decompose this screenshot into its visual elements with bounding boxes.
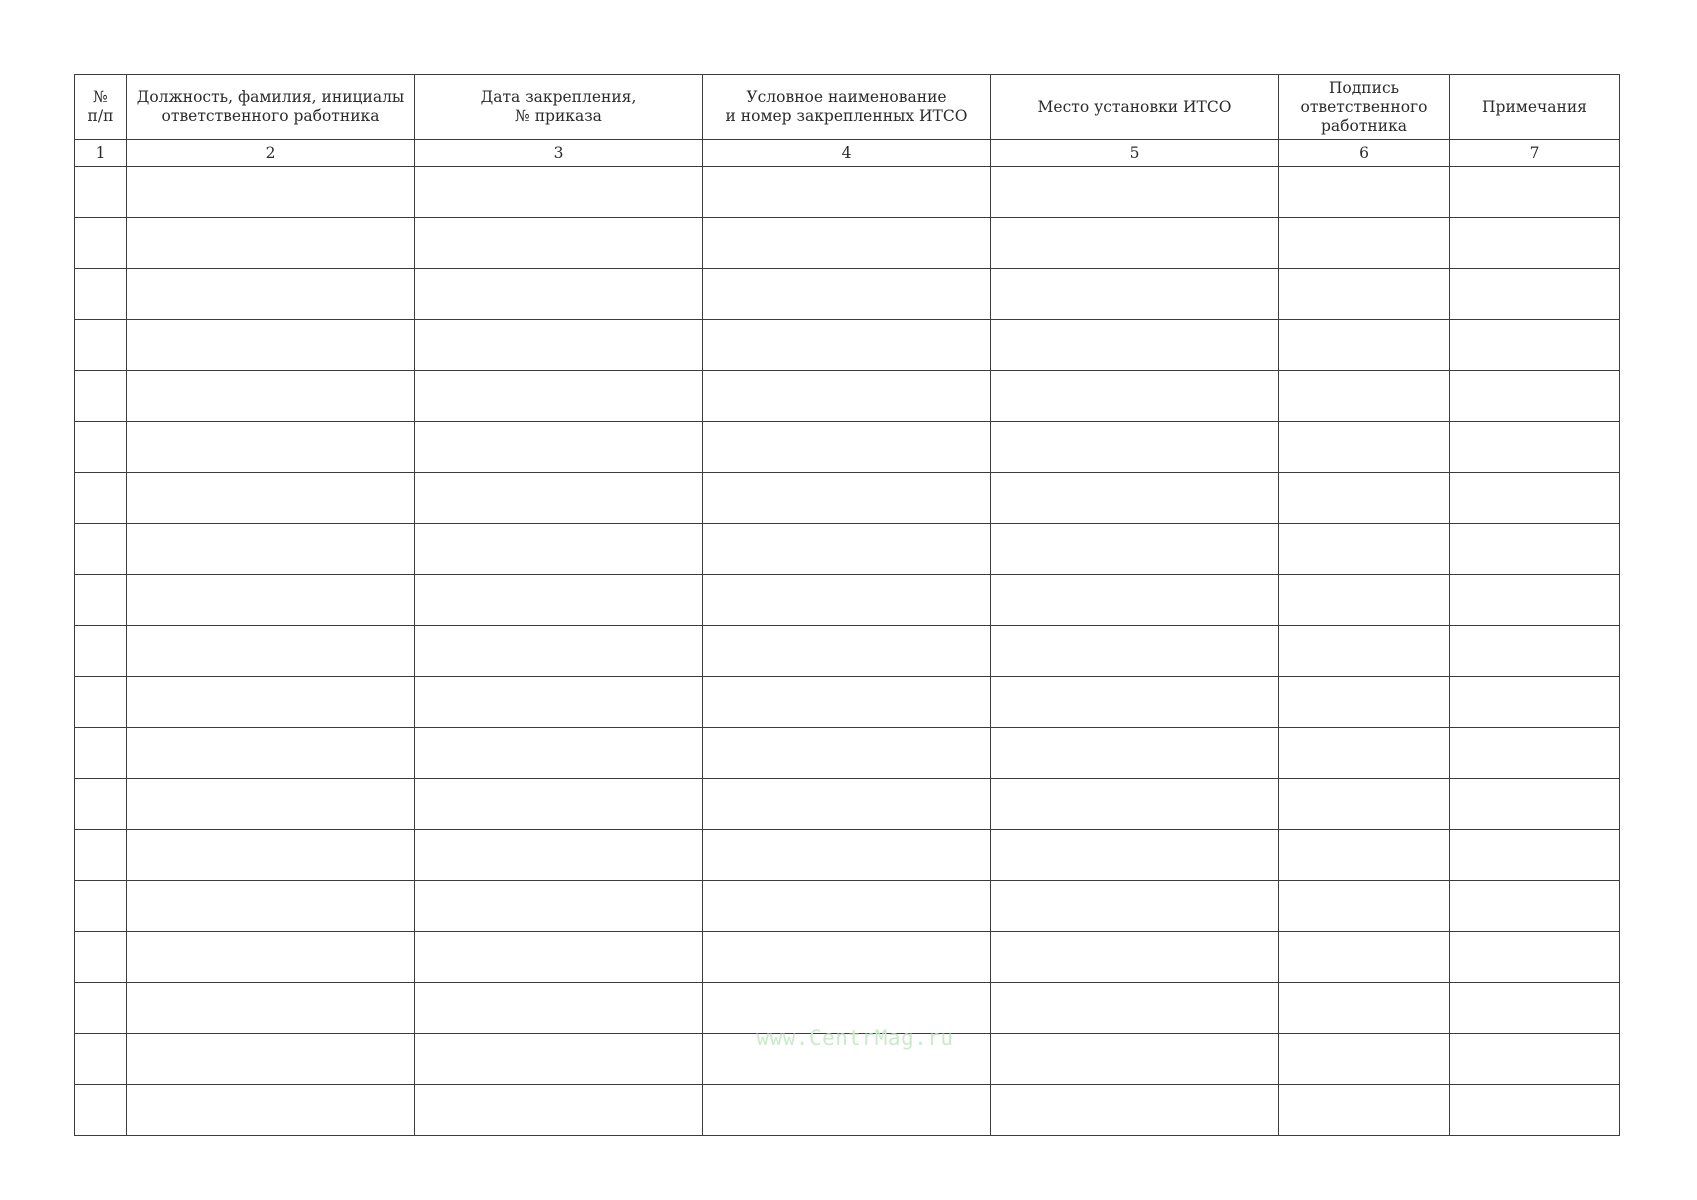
table-row bbox=[75, 779, 1620, 830]
empty-cell[interactable] bbox=[991, 779, 1279, 830]
header-label: Условное наименование и номер закрепленных ИТСО bbox=[725, 88, 968, 125]
empty-cell[interactable] bbox=[127, 371, 415, 422]
empty-cell[interactable] bbox=[415, 371, 703, 422]
empty-cell[interactable] bbox=[703, 269, 991, 320]
empty-cell[interactable] bbox=[75, 524, 127, 575]
empty-cell[interactable] bbox=[703, 473, 991, 524]
empty-cell[interactable] bbox=[1279, 269, 1450, 320]
empty-cell[interactable] bbox=[703, 371, 991, 422]
empty-cell[interactable] bbox=[415, 269, 703, 320]
empty-cell[interactable] bbox=[415, 320, 703, 371]
column-number: 4 bbox=[703, 140, 991, 167]
empty-cell[interactable] bbox=[127, 983, 415, 1034]
empty-cell[interactable] bbox=[75, 269, 127, 320]
empty-cell[interactable] bbox=[75, 422, 127, 473]
empty-cell[interactable] bbox=[991, 320, 1279, 371]
table-row bbox=[75, 218, 1620, 269]
table-body bbox=[75, 167, 1620, 1136]
empty-cell[interactable] bbox=[1279, 830, 1450, 881]
header-cell-signature bbox=[1279, 75, 1450, 140]
empty-cell[interactable] bbox=[415, 881, 703, 932]
empty-cell[interactable] bbox=[703, 779, 991, 830]
empty-cell[interactable] bbox=[1450, 983, 1620, 1034]
column-number: 5 bbox=[991, 140, 1279, 167]
empty-cell[interactable] bbox=[991, 728, 1279, 779]
table-row bbox=[75, 371, 1620, 422]
empty-cell[interactable] bbox=[75, 1034, 127, 1085]
empty-cell[interactable] bbox=[1279, 728, 1450, 779]
empty-cell[interactable] bbox=[703, 932, 991, 983]
empty-cell[interactable] bbox=[415, 473, 703, 524]
empty-cell[interactable] bbox=[127, 473, 415, 524]
empty-cell[interactable] bbox=[1450, 779, 1620, 830]
empty-cell[interactable] bbox=[415, 779, 703, 830]
empty-cell[interactable] bbox=[1450, 422, 1620, 473]
empty-cell[interactable] bbox=[75, 167, 127, 218]
empty-cell[interactable] bbox=[75, 779, 127, 830]
column-number: 6 bbox=[1279, 140, 1450, 167]
empty-cell[interactable] bbox=[703, 881, 991, 932]
empty-cell[interactable] bbox=[703, 677, 991, 728]
empty-cell[interactable] bbox=[1450, 575, 1620, 626]
empty-cell[interactable] bbox=[127, 575, 415, 626]
table-row bbox=[75, 932, 1620, 983]
table-row bbox=[75, 575, 1620, 626]
empty-cell[interactable] bbox=[127, 422, 415, 473]
header-cell-number bbox=[75, 75, 127, 140]
empty-cell[interactable] bbox=[991, 677, 1279, 728]
table-row bbox=[75, 167, 1620, 218]
empty-cell[interactable] bbox=[1450, 371, 1620, 422]
empty-cell[interactable] bbox=[75, 983, 127, 1034]
empty-cell[interactable] bbox=[1279, 167, 1450, 218]
empty-cell[interactable] bbox=[127, 932, 415, 983]
empty-cell[interactable] bbox=[415, 422, 703, 473]
empty-cell[interactable] bbox=[703, 1085, 991, 1136]
empty-cell[interactable] bbox=[991, 422, 1279, 473]
empty-cell[interactable] bbox=[1450, 830, 1620, 881]
empty-cell[interactable] bbox=[415, 1034, 703, 1085]
table-row bbox=[75, 320, 1620, 371]
empty-cell[interactable] bbox=[1279, 473, 1450, 524]
header-cell-notes bbox=[1450, 75, 1620, 140]
empty-cell[interactable] bbox=[991, 932, 1279, 983]
empty-cell[interactable] bbox=[415, 983, 703, 1034]
empty-cell[interactable] bbox=[1279, 218, 1450, 269]
header-cell-position bbox=[127, 75, 415, 140]
empty-cell[interactable] bbox=[415, 575, 703, 626]
header-cell-location bbox=[991, 75, 1279, 140]
column-number-row bbox=[75, 140, 1620, 167]
empty-cell[interactable] bbox=[75, 1085, 127, 1136]
empty-cell[interactable] bbox=[415, 524, 703, 575]
empty-cell[interactable] bbox=[1450, 881, 1620, 932]
empty-cell[interactable] bbox=[1450, 932, 1620, 983]
empty-cell[interactable] bbox=[1450, 1034, 1620, 1085]
empty-cell[interactable] bbox=[127, 218, 415, 269]
empty-cell[interactable] bbox=[991, 881, 1279, 932]
empty-cell[interactable] bbox=[1450, 728, 1620, 779]
empty-cell[interactable] bbox=[127, 626, 415, 677]
empty-cell[interactable] bbox=[75, 626, 127, 677]
empty-cell[interactable] bbox=[75, 371, 127, 422]
empty-cell[interactable] bbox=[75, 881, 127, 932]
empty-cell[interactable] bbox=[127, 779, 415, 830]
header-label: № п/п bbox=[87, 88, 114, 125]
empty-cell[interactable] bbox=[991, 371, 1279, 422]
table-row bbox=[75, 269, 1620, 320]
empty-cell[interactable] bbox=[75, 218, 127, 269]
empty-cell[interactable] bbox=[1279, 320, 1450, 371]
empty-cell[interactable] bbox=[415, 167, 703, 218]
empty-cell[interactable] bbox=[127, 677, 415, 728]
empty-cell[interactable] bbox=[75, 728, 127, 779]
empty-cell[interactable] bbox=[1279, 422, 1450, 473]
empty-cell[interactable] bbox=[991, 575, 1279, 626]
empty-cell[interactable] bbox=[1450, 626, 1620, 677]
table-row bbox=[75, 830, 1620, 881]
empty-cell[interactable] bbox=[75, 932, 127, 983]
empty-cell[interactable] bbox=[415, 932, 703, 983]
header-label: Место установки ИТСО bbox=[1037, 97, 1232, 116]
empty-cell[interactable] bbox=[703, 728, 991, 779]
empty-cell[interactable] bbox=[1279, 932, 1450, 983]
empty-cell[interactable] bbox=[1279, 677, 1450, 728]
empty-cell[interactable] bbox=[1450, 269, 1620, 320]
empty-cell[interactable] bbox=[991, 473, 1279, 524]
header-row bbox=[75, 75, 1620, 140]
empty-cell[interactable] bbox=[127, 524, 415, 575]
empty-cell[interactable] bbox=[1450, 1085, 1620, 1136]
register-table bbox=[74, 74, 1620, 1136]
empty-cell[interactable] bbox=[415, 626, 703, 677]
header-label: Подпись ответственного работника bbox=[1300, 78, 1428, 135]
empty-cell[interactable] bbox=[991, 1085, 1279, 1136]
table-row bbox=[75, 881, 1620, 932]
empty-cell[interactable] bbox=[1279, 983, 1450, 1034]
empty-cell[interactable] bbox=[415, 830, 703, 881]
empty-cell[interactable] bbox=[991, 830, 1279, 881]
table-row bbox=[75, 422, 1620, 473]
empty-cell[interactable] bbox=[127, 728, 415, 779]
empty-cell[interactable] bbox=[1279, 1085, 1450, 1136]
empty-cell[interactable] bbox=[127, 269, 415, 320]
empty-cell[interactable] bbox=[1279, 626, 1450, 677]
table-row bbox=[75, 1085, 1620, 1136]
empty-cell[interactable] bbox=[703, 422, 991, 473]
empty-cell[interactable] bbox=[415, 677, 703, 728]
watermark: www.CentrMag.ru bbox=[756, 1026, 954, 1050]
empty-cell[interactable] bbox=[127, 1085, 415, 1136]
empty-cell[interactable] bbox=[1279, 881, 1450, 932]
empty-cell[interactable] bbox=[703, 830, 991, 881]
empty-cell[interactable] bbox=[991, 1034, 1279, 1085]
empty-cell[interactable] bbox=[991, 524, 1279, 575]
empty-cell[interactable] bbox=[703, 626, 991, 677]
empty-cell[interactable] bbox=[127, 830, 415, 881]
empty-cell[interactable] bbox=[1450, 320, 1620, 371]
empty-cell[interactable] bbox=[703, 218, 991, 269]
empty-cell[interactable] bbox=[1279, 371, 1450, 422]
empty-cell[interactable] bbox=[415, 1085, 703, 1136]
empty-cell[interactable] bbox=[991, 218, 1279, 269]
empty-cell[interactable] bbox=[1450, 524, 1620, 575]
column-number: 7 bbox=[1450, 140, 1620, 167]
table-row bbox=[75, 626, 1620, 677]
empty-cell[interactable] bbox=[1279, 779, 1450, 830]
empty-cell[interactable] bbox=[127, 167, 415, 218]
empty-cell[interactable] bbox=[415, 728, 703, 779]
empty-cell[interactable] bbox=[1279, 524, 1450, 575]
empty-cell[interactable] bbox=[991, 626, 1279, 677]
header-label: Дата закрепления, № приказа bbox=[480, 88, 637, 125]
empty-cell[interactable] bbox=[991, 983, 1279, 1034]
column-number: 2 bbox=[127, 140, 415, 167]
table-row bbox=[75, 677, 1620, 728]
empty-cell[interactable] bbox=[127, 881, 415, 932]
empty-cell[interactable] bbox=[75, 677, 127, 728]
header-label: Должность, фамилия, инициалы ответственного работника bbox=[136, 88, 405, 125]
empty-cell[interactable] bbox=[1450, 677, 1620, 728]
table-row bbox=[75, 524, 1620, 575]
empty-cell[interactable] bbox=[415, 218, 703, 269]
table-row bbox=[75, 473, 1620, 524]
empty-cell[interactable] bbox=[991, 269, 1279, 320]
empty-cell[interactable] bbox=[703, 167, 991, 218]
header-cell-date bbox=[415, 75, 703, 140]
header-label: Примечания bbox=[1482, 97, 1587, 116]
empty-cell[interactable] bbox=[127, 320, 415, 371]
header-cell-itso-name bbox=[703, 75, 991, 140]
empty-cell[interactable] bbox=[1450, 167, 1620, 218]
empty-cell[interactable] bbox=[703, 524, 991, 575]
empty-cell[interactable] bbox=[991, 167, 1279, 218]
empty-cell[interactable] bbox=[75, 830, 127, 881]
empty-cell[interactable] bbox=[75, 575, 127, 626]
empty-cell[interactable] bbox=[703, 320, 991, 371]
empty-cell[interactable] bbox=[703, 575, 991, 626]
empty-cell[interactable] bbox=[1450, 218, 1620, 269]
empty-cell[interactable] bbox=[1450, 473, 1620, 524]
table-row bbox=[75, 728, 1620, 779]
empty-cell[interactable] bbox=[1279, 575, 1450, 626]
empty-cell[interactable] bbox=[75, 473, 127, 524]
column-number: 1 bbox=[75, 140, 127, 167]
column-number: 3 bbox=[415, 140, 703, 167]
empty-cell[interactable] bbox=[127, 1034, 415, 1085]
empty-cell[interactable] bbox=[75, 320, 127, 371]
empty-cell[interactable] bbox=[1279, 1034, 1450, 1085]
